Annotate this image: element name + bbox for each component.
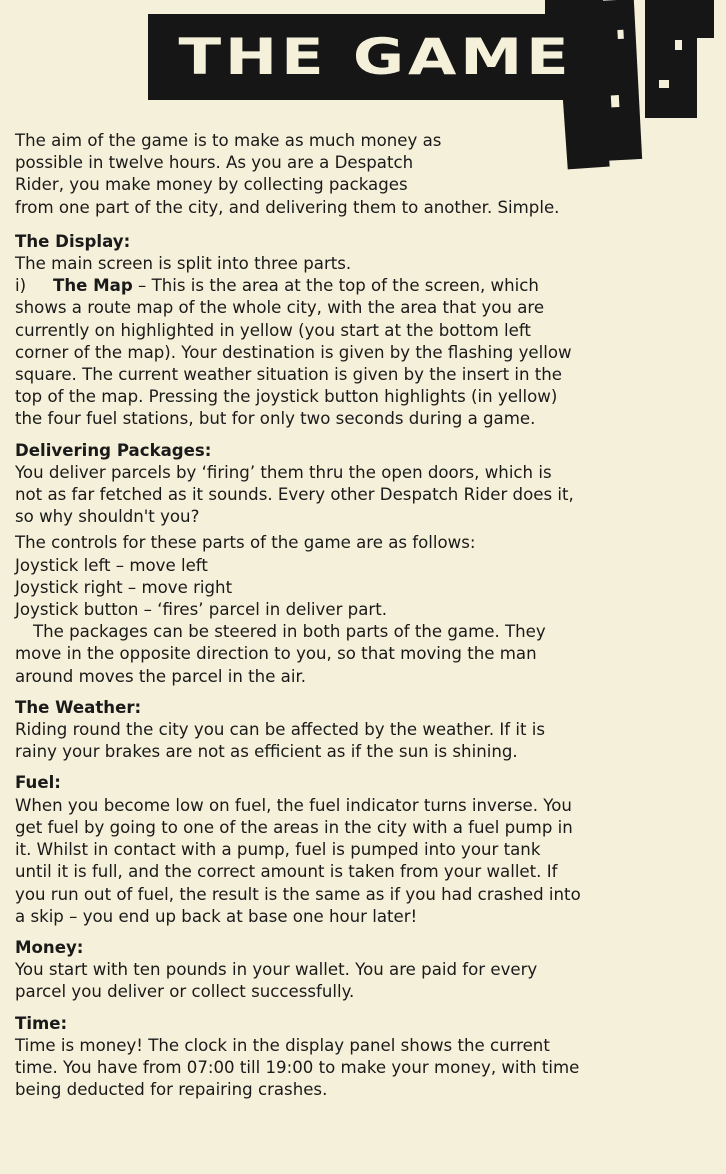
weather-line: rainy your brakes are not as efficient as if the sun is shining. [15, 742, 518, 762]
fuel-line: get fuel by going to one of the areas in the city with a fuel pump in [15, 817, 573, 837]
time-line: time. You have from 07:00 till 19:00 to make your money, with time [15, 1057, 580, 1077]
time-line: being deducted for repairing crashes. [15, 1080, 328, 1100]
intro-line: from one part of the city, and delivering them to another. Simple. [15, 197, 560, 217]
page-title: THE GAME [178, 28, 573, 86]
intro-line: Rider, you make money by collecting packages [15, 175, 408, 195]
fuel-line: it. Whilst in contact with a pump, fuel is pumped into your tank [15, 840, 541, 860]
weather-line: Riding round the city you can be affected by the weather. If it is [15, 720, 546, 740]
control-line: Joystick button – ‘fires’ parcel in deliver part. [15, 600, 387, 620]
delivering-line: so why shouldn't you? [15, 507, 200, 527]
weather-section [15, 697, 705, 764]
delivering-line: The packages can be steered in both parts of the game. They [33, 622, 546, 642]
map-item-line [15, 275, 705, 297]
display-section [15, 231, 705, 431]
time-heading: Time: [15, 1013, 68, 1033]
display-heading: The Display: [15, 231, 131, 251]
control-line: Joystick left – move left [15, 555, 208, 575]
money-section [15, 937, 705, 1004]
display-line: corner of the map). Your destination is given by the flashing yellow [15, 342, 572, 362]
intro-paragraph [15, 130, 705, 219]
fuel-line: a skip – you end up back at base one hour later! [15, 906, 418, 926]
map-item-title: The Map [53, 276, 133, 296]
display-line: top of the map. Pressing the joystick button highlights (in yellow) [15, 387, 558, 407]
delivering-line: not as far fetched as it sounds. Every other Despatch Rider does it, [15, 485, 574, 505]
fuel-line: until it is full, and the correct amount is taken from your wallet. If [15, 862, 558, 882]
weather-heading: The Weather: [15, 697, 142, 717]
delivering-line: You deliver parcels by ‘firing’ them thru the open doors, which is [15, 462, 552, 482]
fuel-heading: Fuel: [15, 773, 61, 793]
intro-line: possible in twelve hours. As you are a Despatch [15, 153, 414, 173]
decorative-bar [692, 0, 714, 38]
display-line: square. The current weather situation is given by the insert in the [15, 365, 562, 385]
manual-text [15, 130, 705, 1101]
display-line: the four fuel stations, but for only two seconds during a game. [15, 409, 536, 429]
delivering-section [15, 440, 705, 688]
money-line: parcel you deliver or collect successfully. [15, 982, 355, 1002]
display-line: The main screen is split into three parts. [15, 254, 352, 274]
control-line: Joystick right – move right [15, 577, 233, 597]
item-number: i) [15, 276, 27, 296]
money-line: You start with ten pounds in your wallet. You are paid for every [15, 960, 538, 980]
delivering-line: move in the opposite direction to you, so that moving the man [15, 644, 537, 664]
controls-intro: The controls for these parts of the game are as follows: [15, 533, 476, 553]
delivering-heading: Delivering Packages: [15, 440, 212, 460]
time-section [15, 1013, 705, 1102]
time-line: Time is money! The clock in the display panel shows the current [15, 1035, 550, 1055]
fuel-line: you run out of fuel, the result is the same as if you had crashed into [15, 884, 581, 904]
display-line: shows a route map of the whole city, with the area that you are [15, 298, 545, 318]
map-item-text: – This is the area at the top of the screen, which [132, 276, 539, 296]
title-banner [148, 14, 603, 100]
intro-line: The aim of the game is to make as much money as [15, 131, 442, 150]
money-heading: Money: [15, 937, 84, 957]
delivering-line: around moves the parcel in the air. [15, 666, 307, 686]
display-line: currently on highlighted in yellow (you start at the bottom left [15, 320, 531, 340]
fuel-section [15, 772, 705, 927]
fuel-line: When you become low on fuel, the fuel indicator turns inverse. You [15, 795, 572, 815]
